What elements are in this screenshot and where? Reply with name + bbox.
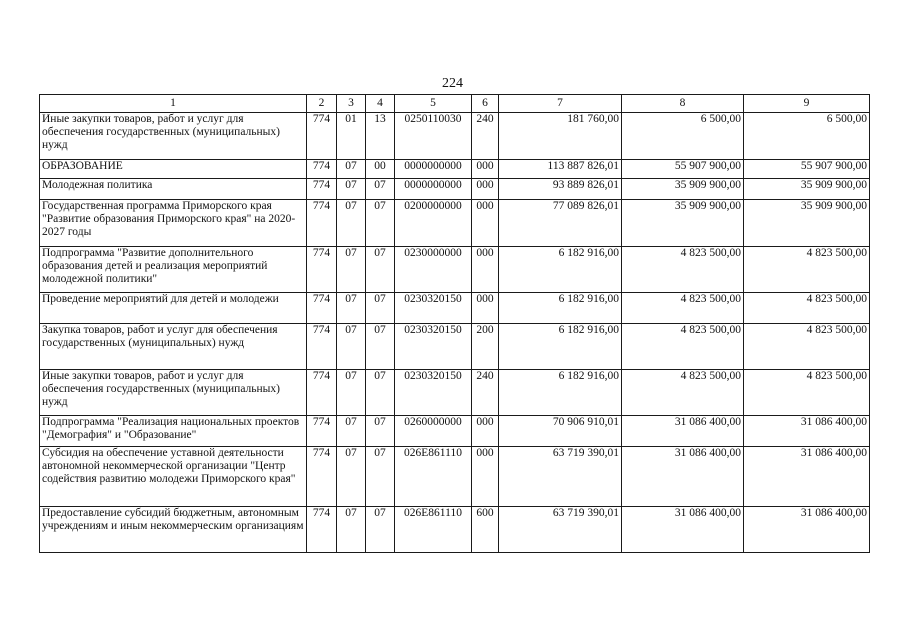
column-header-1: 1 (40, 95, 307, 113)
code-col-3: 07 (337, 293, 366, 324)
code-col-2: 774 (307, 247, 337, 293)
budget-table (39, 94, 870, 553)
row-name: Проведение мероприятий для детей и молодежи (40, 293, 307, 324)
amount-col-9: 4 823 500,00 (744, 324, 870, 370)
column-header-4: 4 (366, 95, 395, 113)
amount-col-8: 31 086 400,00 (622, 447, 744, 507)
code-col-5: 0000000000 (395, 160, 472, 179)
code-col-3: 07 (337, 370, 366, 416)
amount-col-7: 63 719 390,01 (499, 447, 622, 507)
code-col-2: 774 (307, 200, 337, 247)
row-name: Иные закупки товаров, работ и услуг для обеспечения государственных (муниципальных) нужд (40, 370, 307, 416)
amount-col-7: 6 182 916,00 (499, 293, 622, 324)
table-row (40, 370, 870, 416)
amount-col-9: 55 907 900,00 (744, 160, 870, 179)
amount-col-8: 4 823 500,00 (622, 247, 744, 293)
code-col-5: 026E861110 (395, 507, 472, 553)
code-col-6: 000 (472, 416, 499, 447)
amount-col-8: 4 823 500,00 (622, 293, 744, 324)
amount-col-9: 35 909 900,00 (744, 200, 870, 247)
column-header-3: 3 (337, 95, 366, 113)
page-number: 224 (442, 76, 463, 91)
code-col-2: 774 (307, 160, 337, 179)
code-col-6: 000 (472, 200, 499, 247)
code-col-5: 0230320150 (395, 293, 472, 324)
amount-col-8: 55 907 900,00 (622, 160, 744, 179)
amount-col-9: 4 823 500,00 (744, 247, 870, 293)
code-col-2: 774 (307, 416, 337, 447)
code-col-4: 07 (366, 370, 395, 416)
code-col-4: 07 (366, 179, 395, 200)
code-col-2: 774 (307, 447, 337, 507)
column-header-5: 5 (395, 95, 472, 113)
code-col-3: 07 (337, 447, 366, 507)
code-col-5: 0200000000 (395, 200, 472, 247)
code-col-2: 774 (307, 113, 337, 160)
amount-col-7: 6 182 916,00 (499, 370, 622, 416)
row-name: ОБРАЗОВАНИЕ (40, 160, 307, 179)
code-col-3: 07 (337, 324, 366, 370)
amount-col-7: 113 887 826,01 (499, 160, 622, 179)
amount-col-7: 63 719 390,01 (499, 507, 622, 553)
code-col-3: 07 (337, 416, 366, 447)
code-col-4: 07 (366, 200, 395, 247)
amount-col-8: 35 909 900,00 (622, 179, 744, 200)
code-col-5: 0230000000 (395, 247, 472, 293)
amount-col-8: 31 086 400,00 (622, 416, 744, 447)
amount-col-9: 31 086 400,00 (744, 416, 870, 447)
table-row (40, 507, 870, 553)
code-col-2: 774 (307, 179, 337, 200)
row-name: Закупка товаров, работ и услуг для обеспечения государственных (муниципальных) нужд (40, 324, 307, 370)
header-row (40, 95, 870, 113)
code-col-2: 774 (307, 324, 337, 370)
amount-col-8: 4 823 500,00 (622, 370, 744, 416)
table-row (40, 179, 870, 200)
amount-col-9: 31 086 400,00 (744, 447, 870, 507)
code-col-5: 0260000000 (395, 416, 472, 447)
row-name: Иные закупки товаров, работ и услуг для обеспечения государственных (муниципальных) нужд (40, 113, 307, 160)
code-col-6: 240 (472, 113, 499, 160)
table-row (40, 160, 870, 179)
table-row (40, 200, 870, 247)
code-col-4: 07 (366, 507, 395, 553)
code-col-4: 07 (366, 447, 395, 507)
amount-col-7: 93 889 826,01 (499, 179, 622, 200)
amount-col-9: 31 086 400,00 (744, 507, 870, 553)
table-row (40, 447, 870, 507)
amount-col-9: 4 823 500,00 (744, 370, 870, 416)
row-name: Государственная программа Приморского края "Развитие образования Приморского края" на 2020-2027 годы (40, 200, 307, 247)
code-col-6: 000 (472, 247, 499, 293)
code-col-3: 07 (337, 160, 366, 179)
amount-col-9: 6 500,00 (744, 113, 870, 160)
row-name: Предоставление субсидий бюджетным, автономным учреждениям и иным некоммерческим организациям (40, 507, 307, 553)
amount-col-7: 77 089 826,01 (499, 200, 622, 247)
code-col-4: 07 (366, 324, 395, 370)
row-name: Подпрограмма "Реализация национальных проектов "Демография" и "Образование" (40, 416, 307, 447)
table-row (40, 293, 870, 324)
code-col-3: 01 (337, 113, 366, 160)
amount-col-8: 35 909 900,00 (622, 200, 744, 247)
column-header-7: 7 (499, 95, 622, 113)
code-col-6: 200 (472, 324, 499, 370)
amount-col-7: 6 182 916,00 (499, 324, 622, 370)
code-col-5: 026E861110 (395, 447, 472, 507)
code-col-6: 600 (472, 507, 499, 553)
column-header-2: 2 (307, 95, 337, 113)
code-col-5: 0000000000 (395, 179, 472, 200)
code-col-6: 000 (472, 179, 499, 200)
code-col-5: 0230320150 (395, 370, 472, 416)
code-col-6: 000 (472, 293, 499, 324)
code-col-2: 774 (307, 293, 337, 324)
code-col-4: 00 (366, 160, 395, 179)
code-col-4: 13 (366, 113, 395, 160)
amount-col-9: 35 909 900,00 (744, 179, 870, 200)
code-col-2: 774 (307, 370, 337, 416)
code-col-5: 0230320150 (395, 324, 472, 370)
code-col-3: 07 (337, 247, 366, 293)
code-col-6: 000 (472, 160, 499, 179)
row-name: Молодежная политика (40, 179, 307, 200)
code-col-2: 774 (307, 507, 337, 553)
amount-col-8: 31 086 400,00 (622, 507, 744, 553)
amount-col-8: 6 500,00 (622, 113, 744, 160)
code-col-6: 000 (472, 447, 499, 507)
column-header-8: 8 (622, 95, 744, 113)
code-col-6: 240 (472, 370, 499, 416)
amount-col-7: 70 906 910,01 (499, 416, 622, 447)
code-col-4: 07 (366, 293, 395, 324)
amount-col-9: 4 823 500,00 (744, 293, 870, 324)
row-name: Субсидия на обеспечение уставной деятельности автономной некоммерческой организации "Центр содействия развитию молодежи Приморского края" (40, 447, 307, 507)
amount-col-8: 4 823 500,00 (622, 324, 744, 370)
amount-col-7: 181 760,00 (499, 113, 622, 160)
table-row (40, 113, 870, 160)
code-col-4: 07 (366, 416, 395, 447)
code-col-3: 07 (337, 200, 366, 247)
row-name: Подпрограмма "Развитие дополнительного образования детей и реализация мероприятий молодежной политики" (40, 247, 307, 293)
table-row (40, 324, 870, 370)
code-col-4: 07 (366, 247, 395, 293)
table-row (40, 416, 870, 447)
column-header-6: 6 (472, 95, 499, 113)
amount-col-7: 6 182 916,00 (499, 247, 622, 293)
code-col-3: 07 (337, 179, 366, 200)
table-row (40, 247, 870, 293)
code-col-5: 0250110030 (395, 113, 472, 160)
column-header-9: 9 (744, 95, 870, 113)
code-col-3: 07 (337, 507, 366, 553)
